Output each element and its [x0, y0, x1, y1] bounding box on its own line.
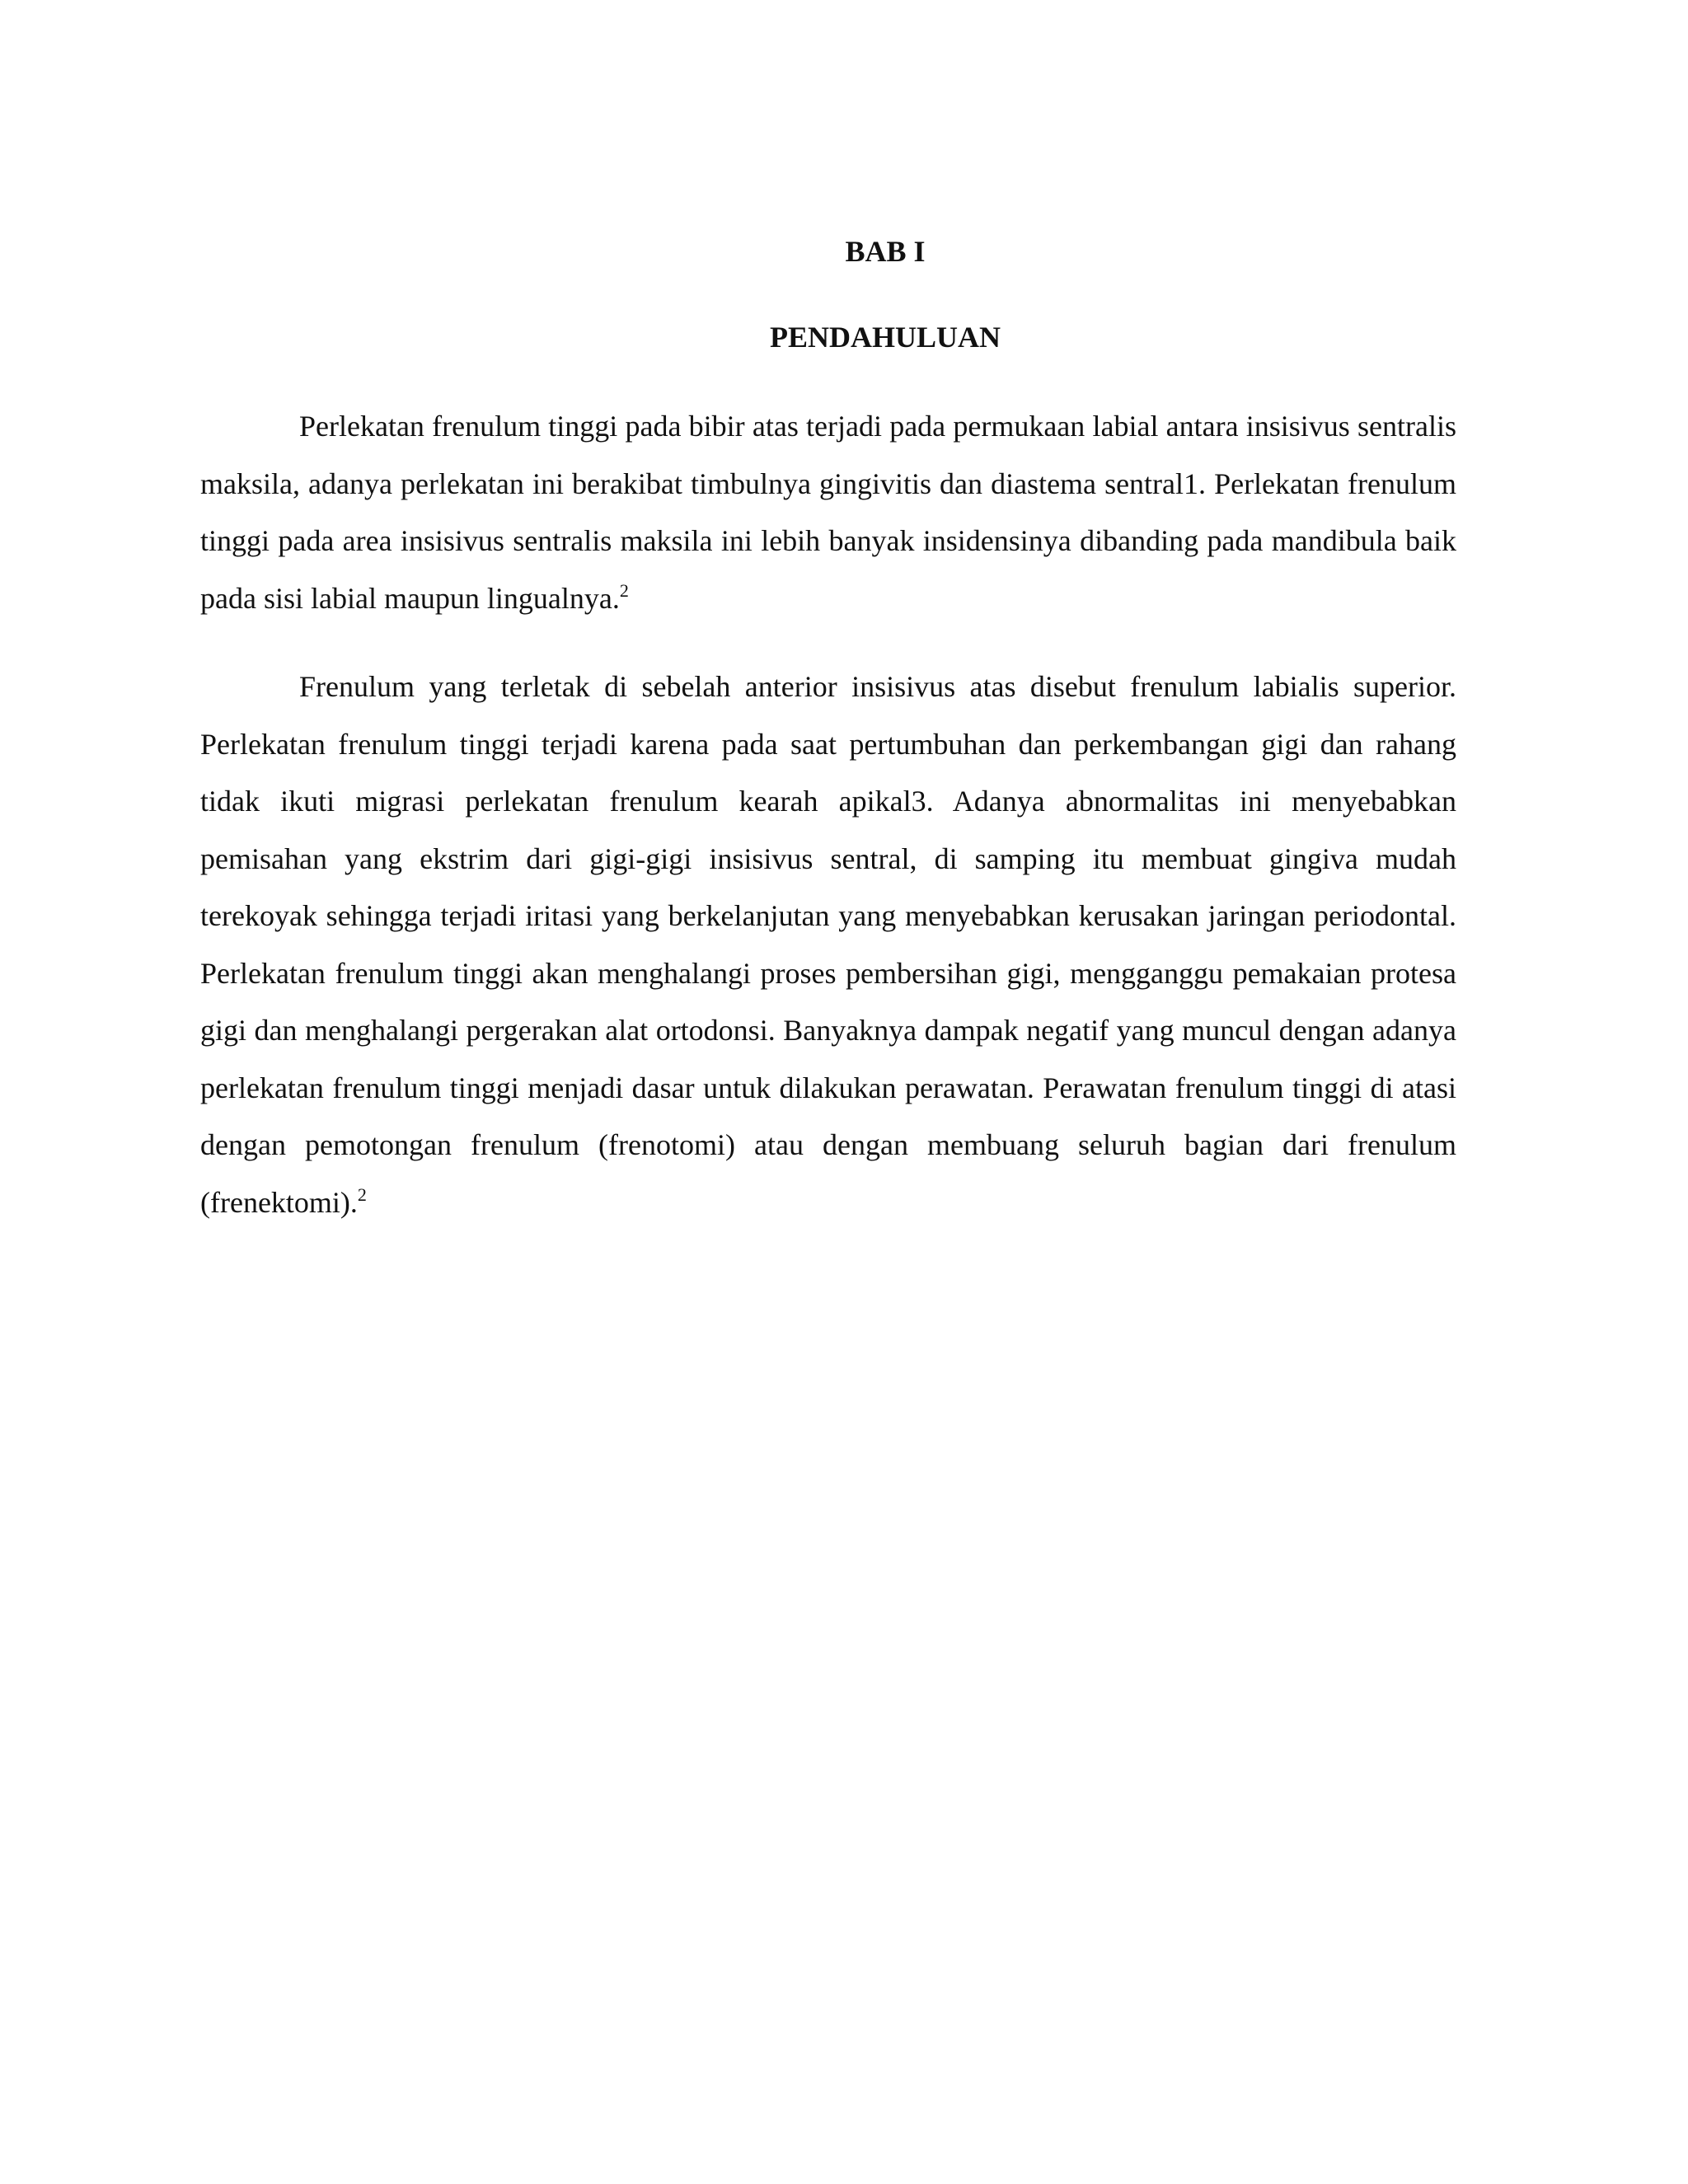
chapter-title: PENDAHULUAN — [769, 321, 1001, 354]
paragraph-2-citation: 2 — [357, 1183, 367, 1205]
paragraph-2 — [200, 658, 1456, 1231]
paragraph-1-citation: 2 — [619, 579, 629, 601]
paragraph-1-text: Perlekatan frenulum tinggi pada bibir atas terjadi pada permukaan labial antara insisivus sentralis maksila, adanya perlekatan ini berakibat timbulnya gingivitis dan diastema sentral1. Perlekatan frenulum tinggi pada area insisivus sentralis maksila ini lebih banyak insidensinya dibanding pada mandibula baik pada sisi labial maupun lingualnya. — [200, 410, 1456, 615]
paragraph-1 — [200, 398, 1456, 627]
paragraph-2-text: Frenulum yang terletak di sebelah anterior insisivus atas disebut frenulum labialis superior. Perlekatan frenulum tinggi terjadi karena pada saat pertumbuhan dan perkembangan gigi dan rahang tidak ikuti migrasi perlekatan frenulum kearah apikal3. Adanya abnormalitas ini menyebabkan pemisahan yang ekstrim dari gigi-gigi insisivus sentral, di samping itu membuat gingiva mudah terekoyak sehingga terjadi iritasi yang berkelanjutan yang menyebabkan kerusakan jaringan periodontal. Perlekatan frenulum tinggi akan menghalangi proses pembersihan gigi, mengganggu pemakaian protesa gigi dan menghalangi pergerakan alat ortodonsi. Banyaknya dampak negatif yang muncul dengan adanya perlekatan frenulum tinggi menjadi dasar untuk dilakukan perawatan. Perawatan frenulum tinggi di atasi dengan pemotongan frenulum (frenotomi) atau dengan membuang seluruh bagian dari frenulum (frenektomi). — [200, 670, 1456, 1219]
chapter-heading: BAB I — [845, 235, 926, 268]
